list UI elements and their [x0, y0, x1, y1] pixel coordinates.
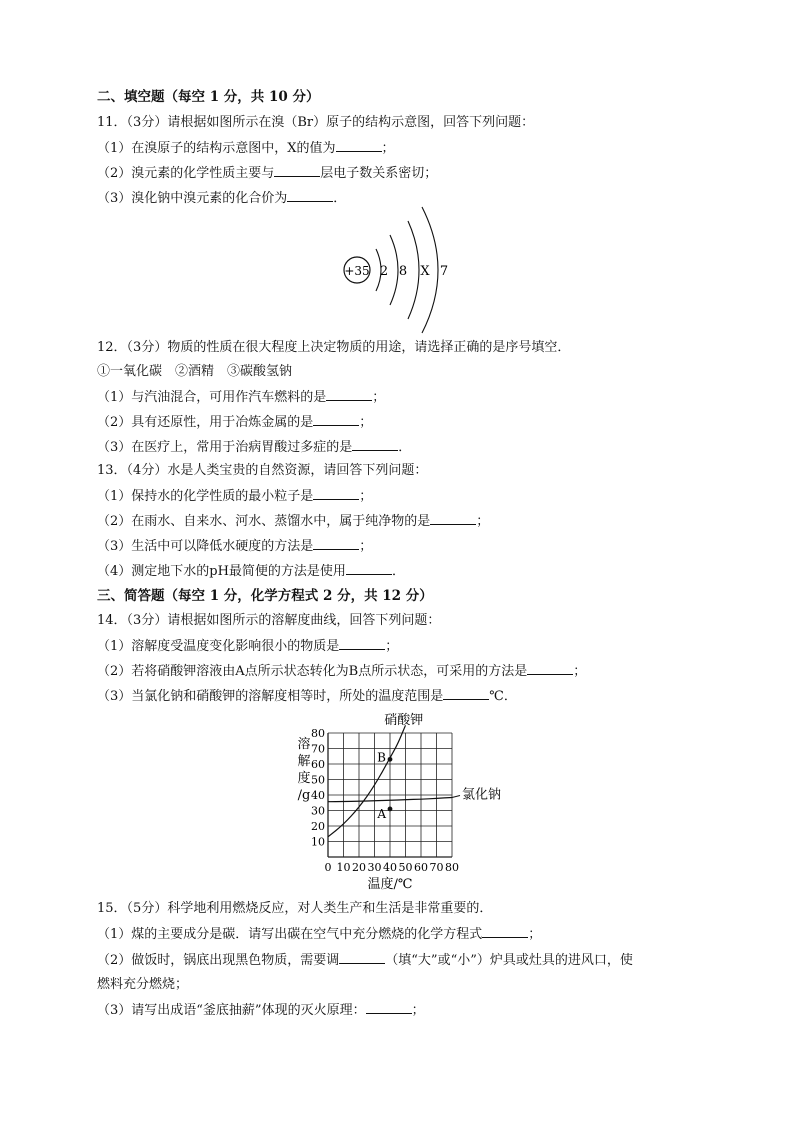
y-tick-label: 30 — [311, 804, 325, 818]
answer-blank[interactable] — [346, 561, 392, 575]
x-tick-label: 60 — [414, 861, 428, 874]
series-line-kno3 — [328, 725, 406, 837]
x-tick-label: 40 — [383, 861, 397, 874]
q12-stem: 12．（3分）物质的性质在很大程度上决定物质的用途，请选择正确的是序号填空． — [97, 340, 571, 355]
y-axis-label-char: /g — [297, 788, 311, 803]
y-tick-label: 50 — [311, 773, 325, 787]
q15-part2-cont: 燃料充分燃烧； — [97, 977, 189, 992]
answer-blank[interactable] — [287, 188, 333, 202]
x-tick-label: 10 — [336, 861, 351, 874]
answer-blank[interactable] — [336, 138, 382, 152]
answer-blank[interactable] — [313, 536, 359, 550]
answer-blank[interactable] — [326, 387, 372, 401]
x-tick-label: 70 — [429, 861, 444, 874]
shell-count-3: X — [420, 264, 430, 279]
section-title-short-answer: 三、简答题（每空 1 分，化学方程式 2 分，共 12 分） — [97, 588, 433, 604]
q14-part2: （2）若将硝酸钾溶液由A点所示状态转化为B点所示状态，可采用的方法是 ； — [97, 661, 586, 682]
answer-blank[interactable] — [274, 163, 320, 177]
answer-blank[interactable] — [443, 686, 489, 700]
answer-blank[interactable] — [527, 661, 573, 675]
answer-blank[interactable] — [366, 1000, 412, 1014]
y-tick-label: 10 — [311, 835, 325, 849]
q11-part3: （3）溴化钠中溴元素的化合价为 ． — [97, 188, 346, 209]
bromine-atom-diagram — [340, 205, 470, 335]
x-tick-label: 20 — [352, 861, 366, 874]
point-label-B: B — [377, 750, 386, 765]
answer-blank[interactable] — [339, 950, 385, 964]
shell-count-1: 2 — [379, 264, 389, 279]
point-label-A: A — [377, 806, 386, 821]
series-label-leader — [452, 795, 460, 797]
q12-part3: （3）在医疗上，常用于治病胃酸过多症的是 ． — [97, 437, 411, 458]
y-tick-label: 40 — [311, 789, 325, 802]
y-tick-label: 20 — [311, 820, 325, 833]
series-label-nacl: 氯化钠 — [462, 787, 502, 803]
solubility-curve-chart — [290, 712, 510, 892]
electron-shell-arc — [390, 235, 398, 305]
answer-blank[interactable] — [482, 924, 528, 938]
data-point-A — [388, 807, 393, 812]
section-title-fill-in: 二、填空题（每空 1 分，共 10 分） — [97, 89, 320, 105]
q13-stem: 13．（4分）水是人类宝贵的自然资源，请回答下列问题： — [97, 463, 428, 478]
y-axis-label-char: 溶 — [297, 737, 311, 752]
q13-part2: （2）在雨水、自来水、河水、蒸馏水中，属于纯净物的是 ； — [97, 511, 489, 532]
y-tick-label: 80 — [311, 727, 325, 740]
q13-part1: （1）保持水的化学性质的最小粒子是 ； — [97, 486, 372, 507]
data-point-B — [388, 757, 393, 762]
q13-part3: （3）生活中可以降低水硬度的方法是 ； — [97, 536, 372, 557]
x-tick-label: 80 — [445, 861, 459, 874]
nucleus-charge: +35 — [344, 264, 370, 278]
y-tick-label: 60 — [311, 758, 325, 771]
q15-part3: （3）请写出成语“釜底抽薪”体现的灭火原理： ； — [97, 1000, 425, 1021]
x-axis-label: 温度/℃ — [367, 877, 413, 892]
q12-part2: （2）具有还原性，用于冶炼金属的是 ； — [97, 412, 372, 433]
series-label-kno3: 硝酸钾 — [384, 713, 424, 728]
q11-part2: （2）溴元素的化学性质主要与 层电子数关系密切； — [97, 163, 437, 184]
answer-blank[interactable] — [352, 437, 398, 451]
q15-part2: （2）做饭时，锅底出现黑色物质，需要调 （填“大”或“小”）炉具或灶具的进风口，使 — [97, 950, 633, 971]
x-tick-label: 50 — [398, 861, 413, 874]
q15-stem: 15．（5分）科学地利用燃烧反应，对人类生产和生活是非常重要的． — [97, 901, 493, 916]
shell-count-2: 8 — [398, 264, 408, 279]
electron-shell-arc — [408, 221, 419, 319]
answer-blank[interactable] — [339, 636, 385, 650]
q12-part1: （1）与汽油混合，可用作汽车燃料的是 ； — [97, 387, 385, 408]
answer-blank[interactable] — [313, 412, 359, 426]
q14-stem: 14．（3分）请根据如图所示的溶解度曲线，回答下列问题： — [97, 613, 441, 628]
y-tick-label: 70 — [311, 742, 325, 756]
q13-part4: （4）测定地下水的pH最简便的方法是使用 ． — [97, 561, 405, 582]
q11-part1: （1）在溴原子的结构示意图中，X的值为 ； — [97, 138, 395, 159]
q15-part1: （1）煤的主要成分是碳．请写出碳在空气中充分燃烧的化学方程式 ； — [97, 924, 541, 945]
shell-count-4: 7 — [439, 264, 449, 279]
answer-blank[interactable] — [313, 486, 359, 500]
q14-part3: （3）当氯化钠和硝酸钾的溶解度相等时，所处的温度范围是 ℃． — [97, 686, 517, 707]
answer-blank[interactable] — [430, 511, 476, 525]
y-axis-label-char: 解 — [297, 754, 311, 769]
y-axis-label-char: 度 — [297, 771, 311, 786]
q12-options: ①一氧化碳 ②酒精 ③碳酸氢钠 — [97, 364, 293, 379]
x-tick-label: 0 — [324, 861, 332, 874]
x-tick-label: 30 — [367, 861, 382, 874]
q14-part1: （1）溶解度受温度变化影响很小的物质是 ； — [97, 636, 398, 657]
q11-stem: 11．（3分）请根据如图所示在溴（Br）原子的结构示意图，回答下列问题： — [97, 115, 535, 130]
